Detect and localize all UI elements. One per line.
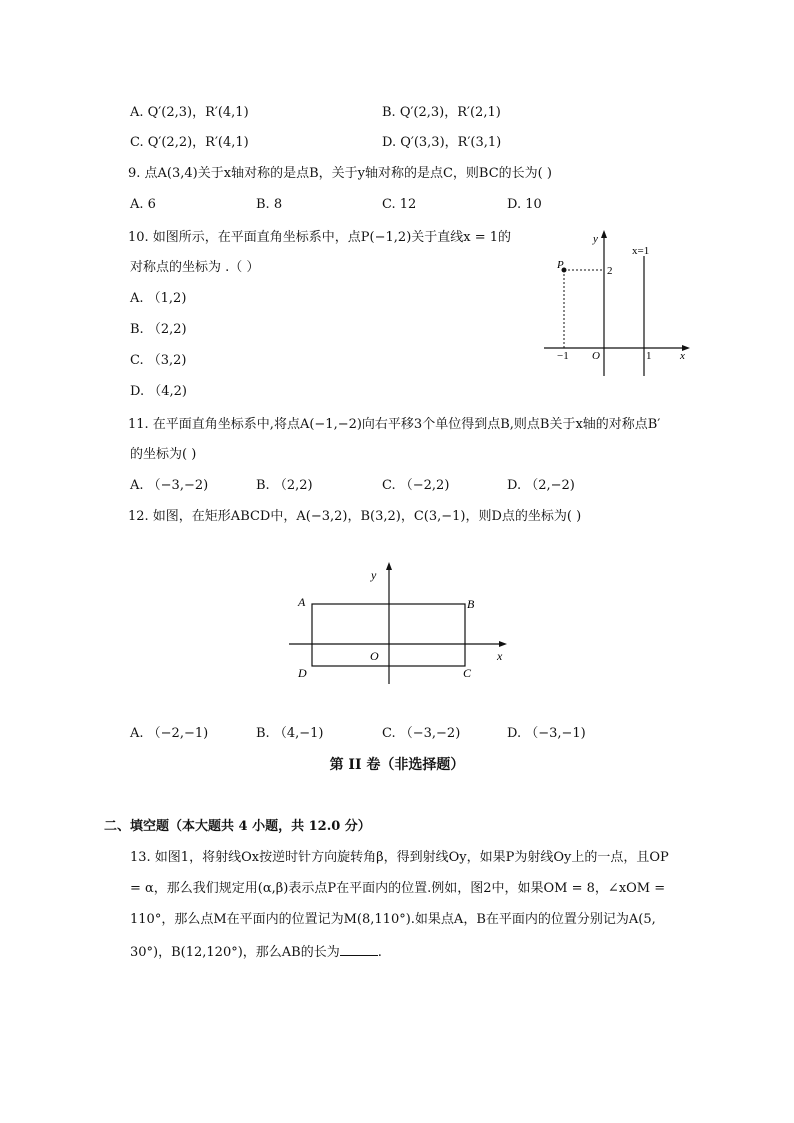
q11-option-c: C. （−2,2)	[382, 478, 450, 493]
q12-y-arrow	[386, 562, 392, 570]
q10-x-label: x	[680, 350, 685, 362]
q9-option-c: C. 12	[382, 197, 417, 212]
q13-line3: 110°，那么点M在平面内的位置记为M(8,110°).如果点A，B在平面内的位置分别记为A(5,	[130, 912, 656, 927]
q13-line4-text: 30°)，B(12,120°)，那么AB的长为	[130, 945, 340, 960]
q9-option-b: B. 8	[256, 197, 283, 212]
q10-origin-label: O	[592, 350, 600, 362]
q13-line4	[130, 943, 382, 962]
q13-line2: = α，那么我们规定用(α,β)表示点P在平面内的位置.例如，图2中，如果OM = 8，∠xOM =	[130, 881, 666, 896]
q12-a-label: A	[298, 595, 306, 609]
section-2-heading: 二、填空题（本大题共 4 小题，共 12.0 分）	[104, 819, 371, 834]
q10-neg1-label: −1	[557, 350, 569, 362]
q13-answer-blank	[340, 943, 378, 956]
q10-one-label: 1	[646, 350, 652, 362]
q10-option-c: C. （3,2)	[130, 353, 187, 368]
q11-option-b: B. （2,2)	[256, 478, 313, 493]
volume-title: 第 II 卷（非选择题）	[329, 757, 465, 773]
q12-y-label: y	[371, 568, 377, 582]
q8-option-a: A. Q′(2,3)，R′(4,1)	[130, 105, 249, 120]
q11-stem-line1: 11. 在平面直角坐标系中,将点A(−1,−2)向右平移3个单位得到点B,则点B关于x轴的对称点B′	[128, 417, 661, 432]
q12-c-label: C	[463, 666, 472, 680]
q8-option-d: D. Q′(3,3)，R′(3,1)	[382, 135, 502, 150]
q12-option-b: B. （4,−1)	[256, 726, 324, 741]
q11-option-d: D. （2,−2)	[507, 478, 575, 493]
q12-rectangle-figure	[285, 560, 515, 685]
q9-stem: 9. 点A(3,4)关于x轴对称的是点B，关于y轴对称的是点C，则BC的长为( )	[128, 166, 552, 181]
q12-origin-label: O	[370, 649, 379, 663]
q10-p-label: P	[557, 259, 564, 271]
q12-option-d: D. （−3,−1)	[507, 726, 586, 741]
q10-coordinate-figure	[540, 228, 700, 378]
q10-line-label: x=1	[632, 245, 650, 257]
q12-stem: 12. 如图，在矩形ABCD中，A(−3,2)，B(3,2)，C(3,−1)，则D点的坐标为( )	[128, 509, 582, 524]
q11-option-a: A. （−3,−2)	[130, 478, 209, 493]
q12-option-c: C. （−3,−2)	[382, 726, 461, 741]
q9-option-a: A. 6	[130, 197, 156, 212]
q12-b-label: B	[467, 597, 475, 611]
q12-x-arrow	[499, 641, 507, 647]
q12-x-label: x	[497, 649, 503, 663]
q8-option-c: C. Q′(2,2)，R′(4,1)	[130, 135, 249, 150]
q13-line4-end: .	[377, 945, 382, 960]
q10-option-b: B. （2,2)	[130, 322, 187, 337]
q10-y-arrow	[601, 230, 607, 238]
q10-option-d: D. （4,2)	[130, 384, 187, 399]
q10-stem-line1: 10. 如图所示，在平面直角坐标系中，点P(−1,2)关于直线x = 1的	[128, 230, 512, 245]
q8-option-b: B. Q′(2,3)，R′(2,1)	[382, 105, 501, 120]
q12-d-label: D	[298, 666, 307, 680]
q10-two-label: 2	[607, 265, 613, 277]
q10-option-a: A. （1,2)	[130, 291, 187, 306]
q10-y-label: y	[593, 233, 598, 245]
q10-stem-line2: 对称点的坐标为 .（ ）	[130, 260, 260, 275]
q13-line1: 13. 如图1，将射线Ox按逆时针方向旋转角β，得到射线Oy，如果P为射线Oy上的一点，且OP	[130, 850, 669, 865]
q9-option-d: D. 10	[507, 197, 542, 212]
q11-stem-line2: 的坐标为( )	[130, 447, 197, 462]
q12-option-a: A. （−2,−1)	[130, 726, 209, 741]
